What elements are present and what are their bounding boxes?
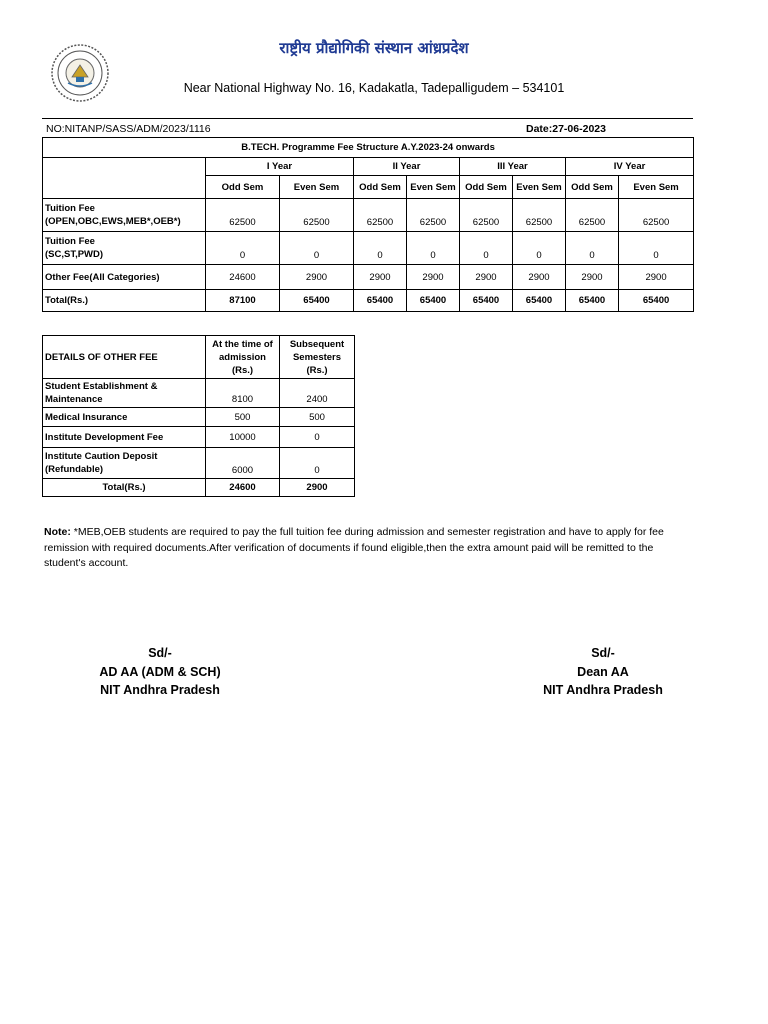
- table-row: [43, 408, 355, 427]
- fee-cell: 2900: [513, 265, 566, 290]
- reference-number: NO:NITANP/SASS/ADM/2023/1116: [46, 123, 211, 135]
- fee-cell: 0: [280, 232, 354, 265]
- row-label-line: (SC,ST,PWD): [45, 249, 104, 260]
- year-header: IV Year: [566, 158, 694, 176]
- row-label-line: Student Establishment &: [45, 381, 158, 392]
- row-label-line: (Refundable): [45, 464, 104, 475]
- row-label-line: Tuition Fee: [45, 236, 95, 247]
- fee-cell: 62500: [206, 199, 280, 232]
- row-label: [43, 379, 206, 408]
- fee-cell: 0: [513, 232, 566, 265]
- signatory-org: NIT Andhra Pradesh: [100, 683, 220, 697]
- fee-cell: 0: [619, 232, 694, 265]
- fee-cell: 0: [460, 232, 513, 265]
- row-label: [43, 199, 206, 232]
- fee-table-corner: [43, 158, 206, 199]
- fee-cell: 500: [206, 408, 280, 427]
- fee-cell: 8100: [206, 379, 280, 408]
- fee-cell: 62500: [407, 199, 460, 232]
- fee-cell: 0: [354, 232, 407, 265]
- fee-cell: 62500: [619, 199, 694, 232]
- sem-header: Odd Sem: [460, 176, 513, 199]
- signatory-org: NIT Andhra Pradesh: [543, 683, 663, 697]
- sem-header: Even Sem: [407, 176, 460, 199]
- fee-cell: 0: [566, 232, 619, 265]
- fee-cell: 2900: [354, 265, 407, 290]
- subsequent-column-header: [280, 336, 355, 379]
- header-line: admission: [219, 351, 266, 363]
- institute-address: Near National Highway No. 16, Kadakatla, Tadepalligudem – 534101: [183, 81, 565, 95]
- fee-cell: 62500: [513, 199, 566, 232]
- row-label-line: (OPEN,OBC,EWS,MEB*,OEB*): [45, 216, 181, 227]
- row-label: Other Fee(All Categories): [43, 265, 206, 290]
- fee-cell: 2900: [619, 265, 694, 290]
- year-header: II Year: [354, 158, 460, 176]
- header-line: Subsequent: [289, 338, 345, 350]
- year-header: III Year: [460, 158, 566, 176]
- row-label: Total(Rs.): [43, 290, 206, 312]
- year-header: I Year: [206, 158, 354, 176]
- total-cell: 65400: [280, 290, 354, 312]
- fee-cell: 62500: [354, 199, 407, 232]
- fee-cell: 2900: [280, 265, 354, 290]
- total-cell: 65400: [354, 290, 407, 312]
- fee-cell: 2900: [566, 265, 619, 290]
- fee-cell: 2900: [460, 265, 513, 290]
- table-row: [43, 232, 694, 265]
- document-date: Date:27-06-2023: [526, 123, 606, 135]
- fee-cell: 500: [280, 408, 355, 427]
- total-cell: 65400: [460, 290, 513, 312]
- table-row: [43, 448, 355, 479]
- fee-structure-table: [42, 137, 694, 312]
- signature-sd: Sd/-: [591, 646, 615, 660]
- row-label-line: Maintenance: [45, 394, 103, 405]
- other-fee-table: [42, 335, 355, 497]
- row-label-line: Tuition Fee: [45, 203, 95, 214]
- sem-header: Even Sem: [513, 176, 566, 199]
- table-row: [43, 290, 694, 312]
- total-cell: 65400: [619, 290, 694, 312]
- row-label: Medical Insurance: [43, 408, 206, 427]
- total-cell: 24600: [206, 479, 280, 497]
- signatory-title: AD AA (ADM & SCH): [99, 664, 221, 679]
- fee-cell: 10000: [206, 427, 280, 448]
- row-label-line: Institute Caution Deposit: [45, 451, 158, 462]
- fee-cell: 2400: [280, 379, 355, 408]
- sem-header: Odd Sem: [206, 176, 280, 199]
- total-cell: 65400: [566, 290, 619, 312]
- total-cell: 2900: [280, 479, 355, 497]
- sem-header: Even Sem: [280, 176, 354, 199]
- total-cell: 87100: [206, 290, 280, 312]
- fee-cell: 62500: [280, 199, 354, 232]
- note-paragraph: [44, 525, 694, 572]
- header-divider: [42, 118, 693, 119]
- fee-cell: 62500: [566, 199, 619, 232]
- sem-header: Odd Sem: [354, 176, 407, 199]
- total-label: Total(Rs.): [43, 479, 206, 497]
- signatory-title: Dean AA: [577, 664, 629, 679]
- fee-cell: 62500: [460, 199, 513, 232]
- total-cell: 65400: [513, 290, 566, 312]
- header-line: Semesters: [292, 351, 342, 363]
- table-row: [43, 379, 355, 408]
- other-fee-header: DETAILS OF OTHER FEE: [43, 336, 206, 379]
- note-label: Note:: [44, 526, 71, 538]
- fee-cell: 0: [280, 448, 355, 479]
- fee-cell: 24600: [206, 265, 280, 290]
- table-row: [43, 265, 694, 290]
- fee-cell: 6000: [206, 448, 280, 479]
- institute-seal-icon: [50, 43, 110, 103]
- fee-cell: 2900: [407, 265, 460, 290]
- fee-cell: 0: [206, 232, 280, 265]
- header-line: (Rs.): [306, 364, 328, 376]
- sem-header: Even Sem: [619, 176, 694, 199]
- row-label: [43, 232, 206, 265]
- table-row: [43, 479, 355, 497]
- signature-block-left: [80, 644, 240, 700]
- row-label: Institute Development Fee: [43, 427, 206, 448]
- note-text: *MEB,OEB students are required to pay the full tuition fee during admission and semester registration and have to apply for fee remission with required documents.After verification of documents if found eligible,then the extra amount paid will be remitted to the student's account.: [44, 526, 664, 569]
- sem-header: Odd Sem: [566, 176, 619, 199]
- header-line: At the time of: [212, 338, 273, 350]
- total-cell: 65400: [407, 290, 460, 312]
- admission-column-header: [206, 336, 280, 379]
- row-label: [43, 448, 206, 479]
- fee-cell: 0: [407, 232, 460, 265]
- header-line: (Rs.): [231, 364, 254, 376]
- fee-cell: 0: [280, 427, 355, 448]
- fee-table-title: B.TECH. Programme Fee Structure A.Y.2023-24 onwards: [43, 138, 694, 158]
- table-row: [43, 199, 694, 232]
- signature-block-right: [522, 644, 684, 700]
- table-row: [43, 427, 355, 448]
- signature-sd: Sd/-: [148, 646, 172, 660]
- institute-name-hindi: राष्ट्रीय प्रौद्योगिकी संस्थान आंध्रप्रदेश: [279, 39, 469, 57]
